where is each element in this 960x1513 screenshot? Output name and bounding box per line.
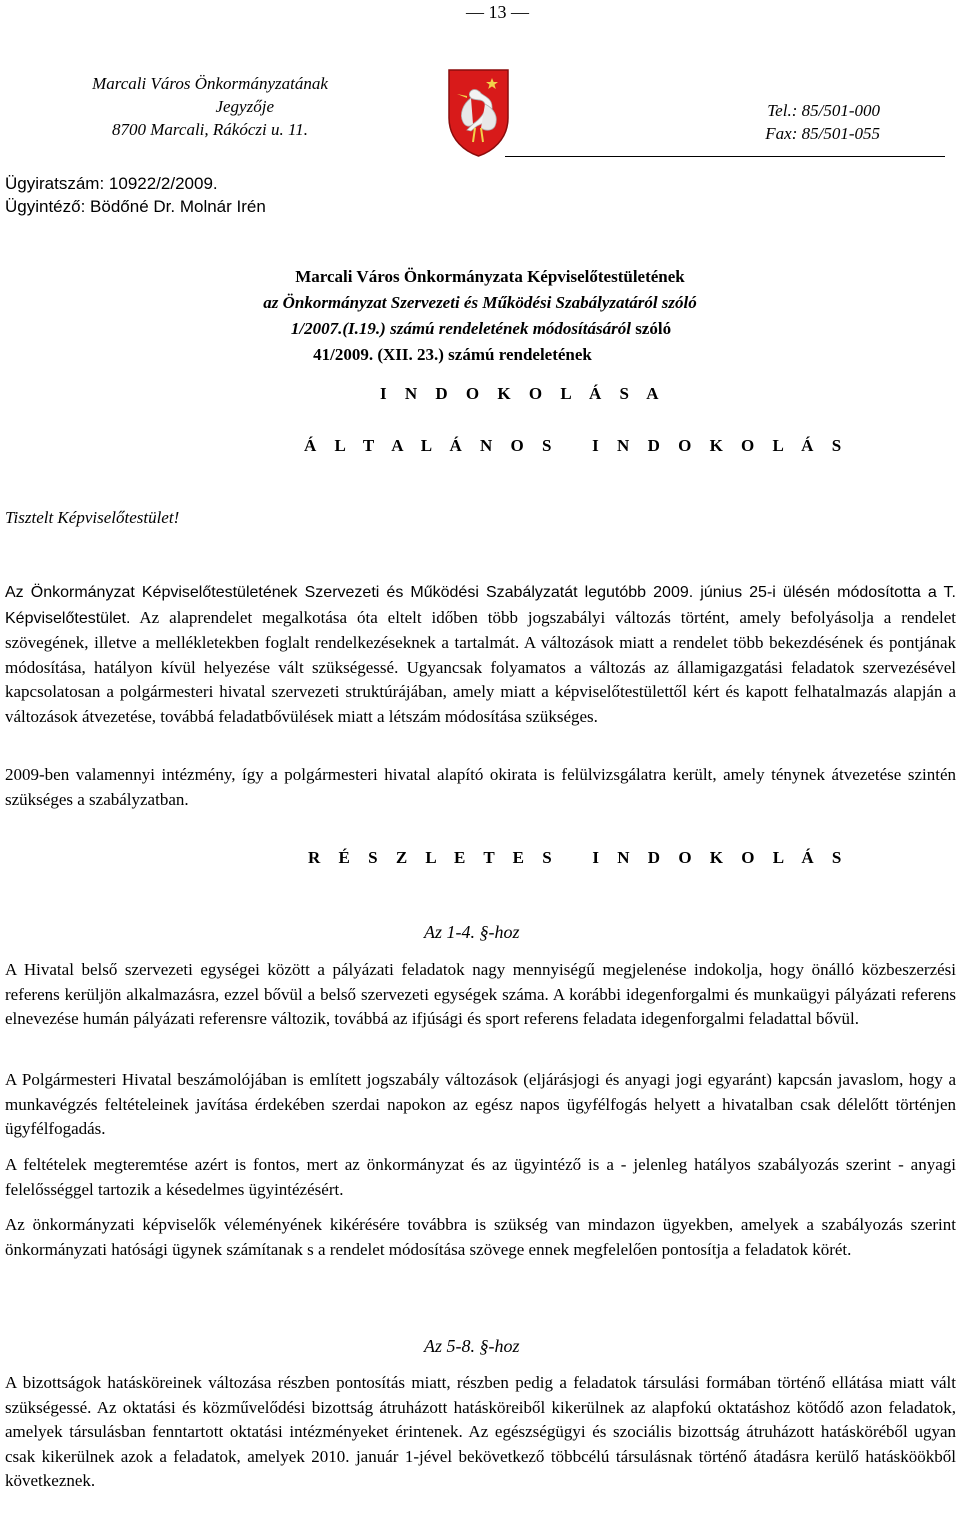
letterhead-contact	[720, 99, 880, 145]
title-line-3	[0, 316, 960, 342]
file-number: Ügyiratszám: 10922/2/2009.	[5, 174, 218, 193]
section-1-4-paragraph-3: A feltételek megteremtése azért is fontos, mert az önkormányzat és az ügyintéző is a - jelenleg hatályos szabályozás szerint - anyagi felelősséggel tartozik a késedelmes ügyintézésért.	[5, 1155, 956, 1199]
general-paragraph-1-rest: Az alaprendelet megalkotása óta eltelt időben több jogszabályi változás történt, amely befolyásolja a rendelet szövegének, illetve a mellékletekben foglalt rendelkezéseknek a tartalmát. A változások miatt a rendelet több bekezdésének és pontjának módosítása, hatályon kívül helyezése vált szükségessé. Ugyancsak folyamatos a változás az államigazgatási feladatok szervezésével kapcsolatosan a polgármesteri hivatal szervezeti struktúrájában, amely miatt a képviselőtestülettől kért és kapott felhatalmazás alapján a változások átvezetése, továbbá feladatbővülések miatt a létszám módosítása szükséges.	[5, 607, 956, 726]
page-number-dash-right: —	[511, 2, 529, 22]
case-handler: Ügyintéző: Bödőné Dr. Molnár Irén	[5, 197, 266, 216]
page-number	[466, 2, 529, 23]
section-5-8-paragraph-1: A bizottságok hatásköreinek változása részben pontosítás miatt, részben pedig a feladatok társulási formában történő ellátása miatt vált szükségessé. Az oktatási és közművelődési bizottság átruházott hatásköreiből kikerülnek az alapfokú oktatáshoz kötődő azon feladatok, amelyek társulásban fenntartott oktatási intézményeket érintenek. Az egészségügyi és szociális bizottság átruházott hatásköréből ugyan csak kikerülnek azok a feladatok, amelyek 2010. január 1-jével bekövetkező többcélú társulásnak történő átadásra kerülő hatásköökből következnek.	[5, 1373, 956, 1490]
crest-icon	[447, 68, 510, 158]
title-line-1: Marcali Város Önkormányzata Képviselőtestületének	[295, 267, 685, 286]
page-number-value: 13	[488, 2, 507, 22]
title-line-3-regular: szóló	[630, 319, 672, 338]
title-line-3-italic: 1/2007.(I.19.) számú rendeletének módosításáról	[290, 319, 631, 338]
sender-office: Jegyzője	[215, 97, 274, 116]
page-number-dash-left: —	[466, 2, 484, 22]
phone-number: Tel.: 85/501-000	[767, 101, 880, 120]
sender-address: 8700 Marcali, Rákóczi u. 11.	[112, 120, 308, 139]
sender-org: Marcali Város Önkormányzatának	[92, 74, 328, 93]
section-1-4-paragraph-1: A Hivatal belső szervezeti egységei között a pályázati feladatok nagy mennyiségű megjelenése indokolja, hogy önálló közbeszerzési referens kerüljön alkalmazásra, ezzel bővül a belső szervezeti egységek száma. A korábbi idegenforgalmi és munkaügyi pályázati referens elnevezése humán pályázati referensre változik, továbbá az ifjúsági és sport referens feladata idegenforgalmi feladattal bővül.	[5, 960, 956, 1028]
title-line-4: 41/2009. (XII. 23.) számú rendeletének	[313, 345, 592, 364]
general-paragraph-1-sans: Az Önkormányzat Képviselőtestületének Szervezeti és Működési Szabályzatát legutóbb 2009. június 25-i ülésén módosította a T. Képviselőtestület.	[5, 584, 956, 627]
general-paragraph-1	[5, 580, 956, 729]
document-title	[0, 264, 960, 368]
letterhead-sender	[80, 72, 340, 141]
heading-indokolasa: I N D O K O L Á S A	[380, 384, 666, 403]
greeting: Tisztelt Képviselőtestület!	[5, 508, 180, 527]
general-paragraph-2: 2009-ben valamennyi intézmény, így a polgármesteri hivatal alapító okirata is felülvizsgálatra került, amely ténynek átvezetése szintén szükséges a szabályzatban.	[5, 765, 956, 809]
case-info	[5, 172, 266, 218]
heading-altalanos: Á L T A L Á N O S I N D O K O L Á S	[304, 436, 849, 455]
header-divider	[505, 156, 945, 157]
heading-reszletes: R É S Z L E T E S I N D O K O L Á S	[308, 848, 849, 867]
section-1-4-paragraph-4: Az önkormányzati képviselők véleményének kikérésére továbbra is szükség van mindazon ügyekben, amelyek a szabályozás szerint önkormányzati hatósági ügynek számítanak s a rendelet módosítása szövege ennek megfelelően pontosítja a feladatok körét.	[5, 1215, 956, 1259]
section-5-8-title: Az 5-8. §-hoz	[424, 1336, 520, 1356]
section-1-4-title: Az 1-4. §-hoz	[424, 922, 520, 942]
fax-number: Fax: 85/501-055	[765, 124, 880, 143]
section-1-4-paragraph-2: A Polgármesteri Hivatal beszámolójában is említett jogszabály változások (eljárásjogi és anyagi jogi egyaránt) kapcsán javaslom, hogy a munkavégzés feltételeinek javítása érdekében szerdai napokon az egész napos ügyfélfogás helyett a hivatalban csak délelőtt történjen ügyfélfogadás.	[5, 1070, 956, 1138]
title-line-2: az Önkormányzat Szervezeti és Működési Szabályzatáról szóló	[263, 293, 697, 312]
